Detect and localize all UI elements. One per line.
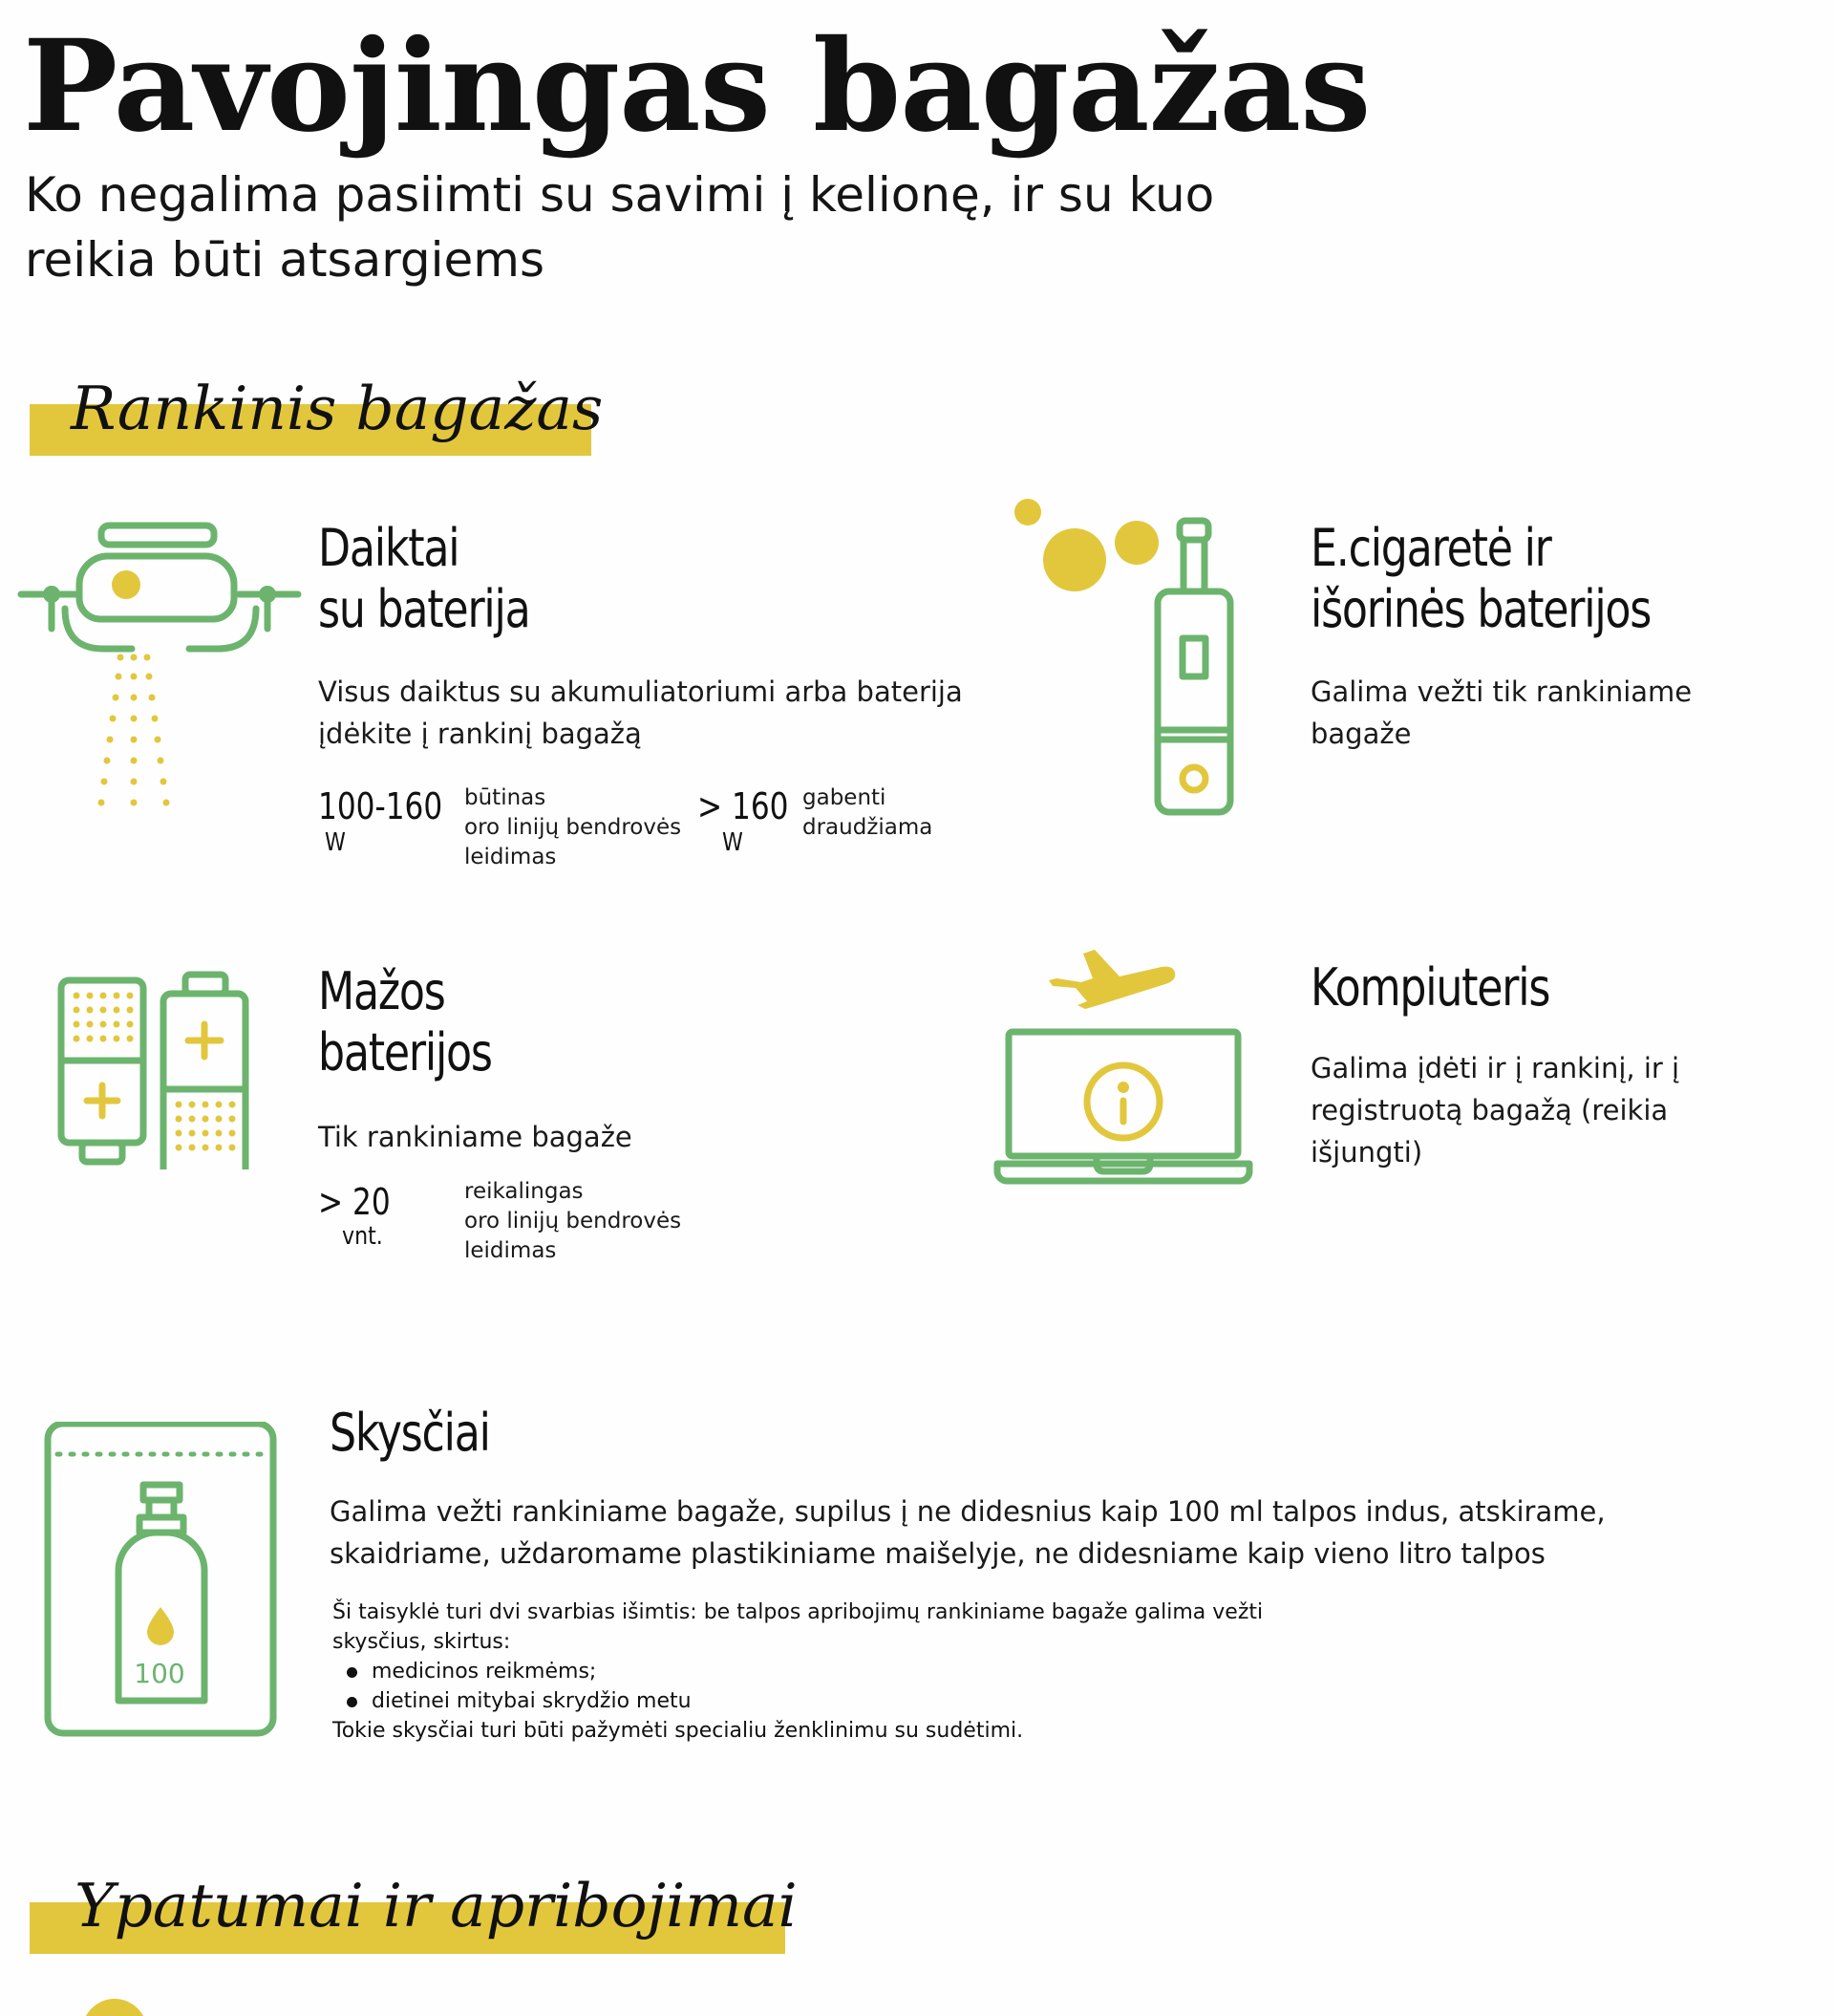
stat-desc-permission-required: būtinas oro linijų bendrovės leidimas xyxy=(464,785,682,869)
item-text-computer: Galima įdėti ir į rankinį, ir į registruotą bagažą (reikia išjungti) xyxy=(1311,1052,1680,1169)
item-title-ecigarette: E.cigaretė ir išorinės baterijos xyxy=(1311,518,1652,639)
stat-unit-w: W xyxy=(325,828,346,857)
exceptions-intro: Ši taisyklė turi dvi svarbias išimtis: be talpos apribojimų rankiniame bagaže galima vežti skysčius, skirtus: xyxy=(332,1600,1264,1654)
laptop-icon xyxy=(990,946,1257,1204)
item-title-liquids: Skysčiai xyxy=(330,1403,490,1463)
stat-value-over-20: > 20 xyxy=(318,1181,391,1223)
stat-unit-w: W xyxy=(722,828,743,857)
stat-desc-permission-required: reikalingas oro linijų bendrovės leidimas xyxy=(464,1179,682,1263)
item-text-battery-items: Visus daiktus su akumuliatoriumi arba baterija įdėkite į rankinį bagažą xyxy=(318,676,963,750)
exception-item: dietinei mitybai skrydžio metu xyxy=(332,1686,1288,1716)
section-title-restrictions: Ypatumai ir apribojimai xyxy=(75,1871,798,1941)
batteries-icon xyxy=(53,969,254,1169)
page-title: Pavojingas bagažas xyxy=(23,12,1371,161)
stat-value-100-160: 100-160 xyxy=(318,785,443,827)
item-title-computer: Kompiuteris xyxy=(1311,957,1550,1018)
exceptions-list xyxy=(332,1657,1288,1716)
drone-icon xyxy=(17,516,304,822)
exceptions-outro: Tokie skysčiai turi būti pažymėti specialiu ženklinimu su sudėtimi. xyxy=(332,1719,1024,1743)
page-subtitle: Ko negalima pasiimti su savimi į kelionę, ir su kuo reikia būti atsargiems xyxy=(25,167,1215,288)
liquid-bottle-icon xyxy=(44,1422,279,1739)
section-title-hand-luggage: Rankinis bagažas xyxy=(71,374,604,443)
e-cigarette-icon xyxy=(1011,493,1240,827)
item-title-battery-items: Daiktai su baterija xyxy=(318,518,530,639)
item-text-liquids: Galima vežti rankiniame bagaže, supilus į ne didesnius kaip 100 ml talpos indus, atskirame, skaidriame, uždaromame plastikiniame maišelyje, ne didesniame kaip vieno litro talpos xyxy=(330,1495,1606,1570)
item-text-small-batteries: Tik rankiniame bagaže xyxy=(318,1121,632,1153)
item-title-small-batteries: Mažos baterijos xyxy=(318,961,492,1083)
stat-unit-pcs: vnt. xyxy=(342,1222,383,1251)
bottle-label: 100 xyxy=(134,1658,185,1689)
stat-value-over-160: > 160 xyxy=(697,785,789,827)
exception-item: medicinos reikmėms; xyxy=(332,1657,1288,1686)
liquids-exceptions-note xyxy=(332,1598,1288,1746)
stat-desc-forbidden: gabenti draudžiama xyxy=(802,785,933,840)
item-text-ecigarette: Galima vežti tik rankiniame bagaže xyxy=(1311,676,1693,750)
next-item-icon xyxy=(80,1997,149,2016)
